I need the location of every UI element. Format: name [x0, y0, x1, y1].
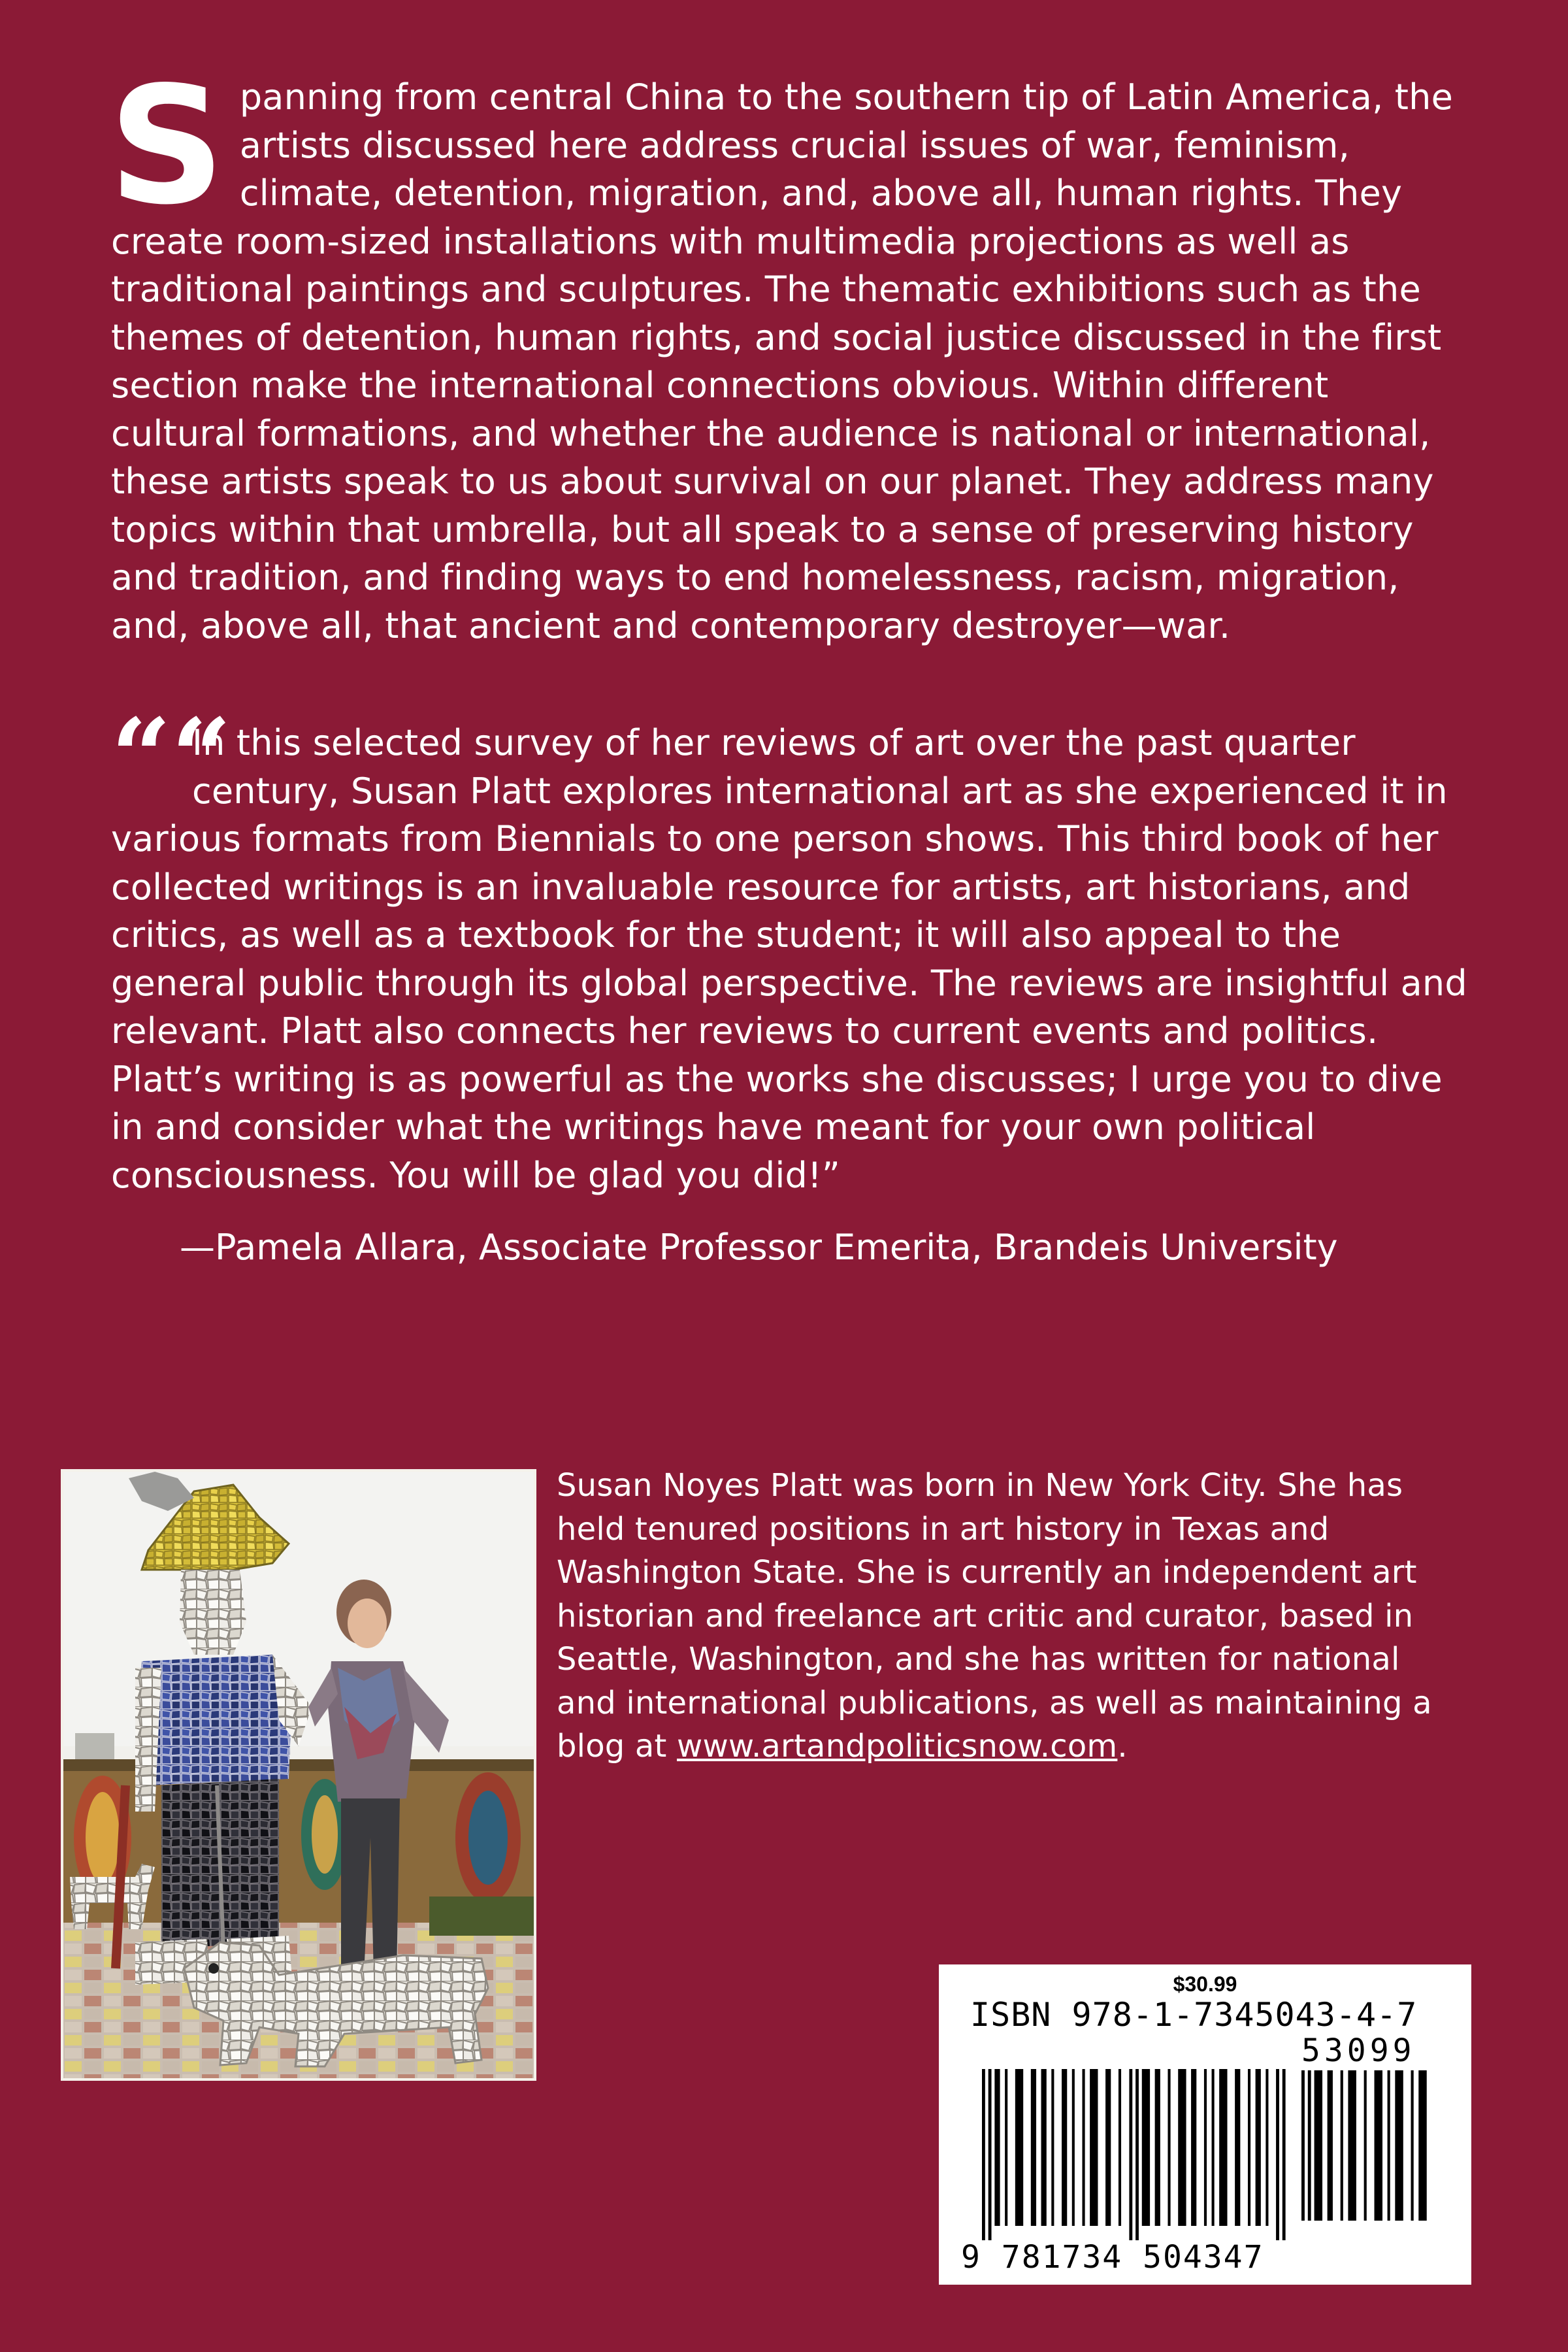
- author-bio-text: Susan Noyes Platt was born in New York City. She has held tenured positions in art history in Texas and Washington State. She is currently an independent art historian and freelance art critic and curator, based in Seattle, Washington, and she has written for national and international publications, as well as maintaining a blog at: [557, 1467, 1432, 1764]
- barcode-bar: [1418, 2070, 1426, 2221]
- barcode-bar: [1041, 2069, 1047, 2226]
- addon-barcode-bars: [1301, 2070, 1452, 2234]
- barcode-bar: [1248, 2069, 1250, 2226]
- barcode-bar: [1219, 2069, 1227, 2226]
- quote-mark-icon: ““: [111, 695, 232, 818]
- ean-digits: 9 781734 504347: [961, 2239, 1264, 2276]
- barcode-bar: [1282, 2069, 1286, 2240]
- review-blurb: [111, 695, 1470, 1199]
- barcode-bar: [1015, 2069, 1023, 2226]
- barcode-bar: [1119, 2069, 1121, 2226]
- intro-paragraph: [108, 52, 1470, 650]
- barcode-bar: [982, 2069, 985, 2240]
- barcode-bar: [1168, 2069, 1170, 2226]
- barcode-bar: [1266, 2069, 1268, 2226]
- barcode-bar: [988, 2069, 992, 2240]
- barcode-bar: [1142, 2069, 1150, 2226]
- barcode-bar: [1178, 2069, 1186, 2226]
- barcode-bar: [1191, 2069, 1196, 2226]
- ean-barcode-bars: [982, 2069, 1289, 2245]
- barcode-bar: [1256, 2069, 1261, 2226]
- barcode-bar: [1155, 2069, 1160, 2226]
- barcode-bar: [1348, 2070, 1356, 2221]
- barcode-bar: [1308, 2070, 1311, 2221]
- blurb-text: In this selected survey of her reviews of art over the past quarter century, Susan Platt explores international art as she experienced it in various formats from Biennials to one person shows. This third book of her collected writings is an invaluable resource for artists, art historians, and critics, as well as a textbook for the student; it will also appeal to the general public through its global perspective. The reviews are insightful and relevant. Platt also connects her reviews to current events and politics. Platt’s writing is as powerful as the works she discusses; I urge you to dive in and consider what the writings have meant for your own political consciousness. You will be glad you did!”: [111, 722, 1467, 1196]
- barcode-bar: [1301, 2070, 1305, 2221]
- barcode-bar: [1315, 2070, 1322, 2221]
- blog-link[interactable]: www.artandpoliticsnow.com: [677, 1728, 1118, 1764]
- barcode-bar: [1105, 2069, 1111, 2226]
- blurb-attribution: —Pamela Allara, Associate Professor Emerita, Brandeis University: [180, 1227, 1338, 1268]
- barcode-bar: [1235, 2069, 1240, 2226]
- barcode-bar: [1031, 2069, 1036, 2226]
- barcode-bar: [1212, 2069, 1215, 2226]
- barcode-bar: [1051, 2069, 1054, 2226]
- barcode-bar: [1388, 2070, 1390, 2221]
- barcode-bar: [1276, 2069, 1279, 2240]
- barcode-bar: [1062, 2069, 1067, 2226]
- barcode-bar: [1341, 2070, 1343, 2221]
- author-photo: [61, 1469, 536, 2081]
- drop-cap: S: [108, 52, 225, 240]
- barcode-bar: [1204, 2069, 1207, 2226]
- barcode-bar: [1364, 2070, 1367, 2221]
- price-label: $30.99: [1173, 1972, 1237, 1996]
- intro-text: panning from central China to the southern tip of Latin America, the artists discussed here address crucial issues of war, feminism, climate, detention, migration, and, above all, human rights. They create room-sized installations with multimedia projections as well as traditional paintings and sculptures. The thematic exhibitions such as the themes of detention, human rights, and social justice discussed in the first section make the international connections obvious. Within different cultural formations, and whether the audience is national or international, these artists speak to us about survival on our planet. They address many topics within that umbrella, but all speak to a sense of preserving history and tradition, and finding ways to end homelessness, racism, migration, and, above all, that ancient and contemporary destroyer—war.: [111, 76, 1454, 646]
- author-bio: [557, 1464, 1465, 1768]
- barcode-bar: [1375, 2070, 1382, 2221]
- barcode-bar: [1072, 2069, 1075, 2226]
- barcode-bar: [994, 2069, 1000, 2226]
- author-bio-trailing: .: [1117, 1728, 1128, 1764]
- barcode-bar: [1135, 2069, 1139, 2240]
- isbn-barcode: [939, 1964, 1471, 2285]
- barcode-bar: [1082, 2069, 1085, 2226]
- barcode-bar: [1090, 2069, 1098, 2226]
- barcode-bar: [1411, 2070, 1414, 2221]
- barcode-bar: [1395, 2070, 1403, 2221]
- barcode-bar: [1129, 2069, 1132, 2240]
- barcode-bar: [1328, 2070, 1333, 2221]
- isbn-label: ISBN 978-1-7345043-4-7: [970, 1996, 1418, 2034]
- addon-digits: 53099: [1301, 2032, 1416, 2069]
- barcode-bar: [1005, 2069, 1007, 2226]
